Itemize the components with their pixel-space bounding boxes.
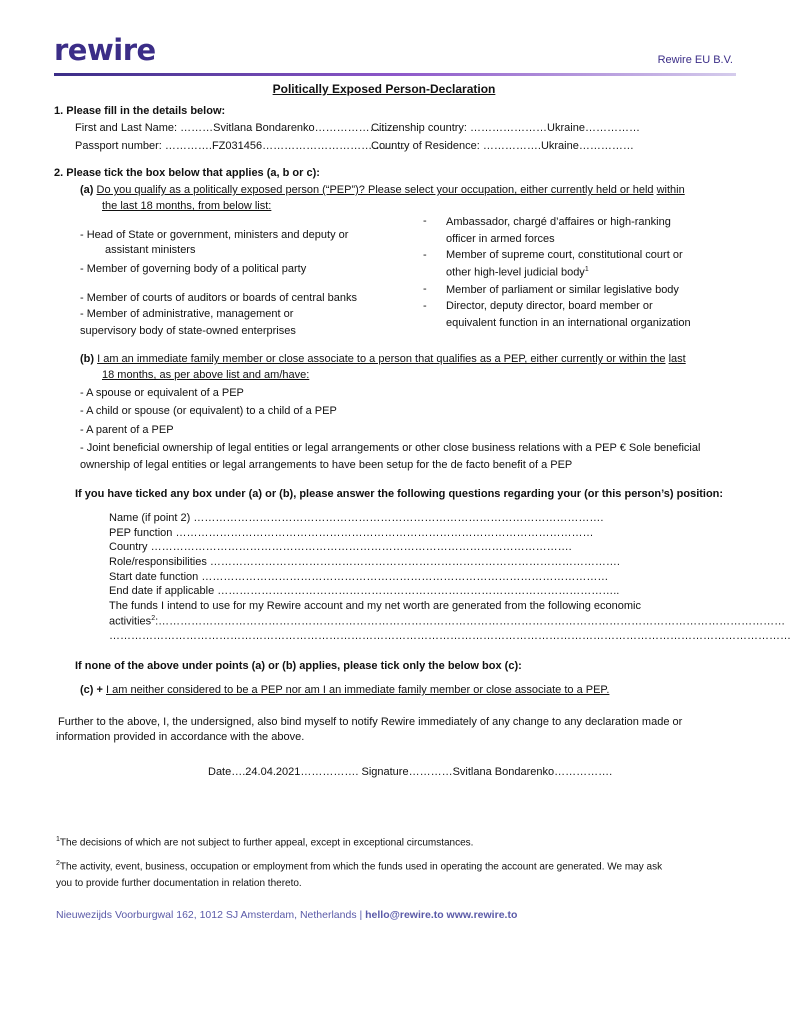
question-country-field[interactable]: Country ……………………………………………………………………………………………………. xyxy=(109,541,572,553)
question-pep-function-field[interactable]: PEP function …………………………………………………………………………………………………… xyxy=(109,527,594,539)
footnote-1: $^1$The decisions of which are not subject to further appeal, except in exceptional circumstances. xyxy=(56,836,474,849)
pep-item-courts-auditors: - Member of courts of auditors or boards of central banks xyxy=(80,292,357,304)
footnote-ref-1: 1 xyxy=(584,266,589,273)
bullet-dash: - xyxy=(423,283,427,295)
relation-joint-ownership-cont: ownership of legal entities or legal arrangements to have been setup for the de facto benefit of a PEP xyxy=(80,459,573,471)
binding-statement-line2: information provided in accordance with the above. xyxy=(56,731,305,743)
section2-heading: 2. Please tick the box below that applies (a, b or c): xyxy=(54,167,320,179)
citizenship-row xyxy=(371,122,640,134)
question-role-field[interactable]: Role/responsibilities …………………………………………………………………………………………………. xyxy=(109,556,620,568)
citizenship-label: Citizenship country: ………………… xyxy=(371,122,548,134)
activities-field: :……………………………………………………………………………………………………………………………………………………… xyxy=(155,615,786,628)
passport-row xyxy=(75,140,408,152)
pep-item-parliament: Member of parliament or similar legislative body xyxy=(446,284,679,296)
option-c-marker: (c) + xyxy=(80,684,103,696)
footnote-ref-2: 2 xyxy=(151,615,156,622)
pep-item-supreme-court-cont: other high-level judicial body$^1$ xyxy=(446,266,589,279)
address-text: Nieuwezijds Voorburgwal 162, 1012 SJ Amsterdam, Netherlands | xyxy=(56,909,366,921)
relation-parent: - A parent of a PEP xyxy=(80,424,174,436)
signature-label: Signature………… xyxy=(361,766,453,778)
date-field[interactable]: 24.04.2021 xyxy=(245,766,301,778)
pep-item-supreme-court: Member of supreme court, constitutional court or xyxy=(446,249,683,261)
rewire-logo: rewire xyxy=(54,33,156,67)
relation-joint-ownership: - Joint beneficial ownership of legal entities or legal arrangements or other close business relations with a PEP € Sole beneficial xyxy=(80,442,701,454)
pep-item-ambassador-cont: officer in armed forces xyxy=(446,233,555,245)
option-a-line1[interactable] xyxy=(80,184,685,196)
bullet-dash: - xyxy=(423,249,427,261)
option-b-marker: (b) xyxy=(80,353,95,365)
question-start-date-field[interactable]: Start date function ………………………………………………………………………………………………… xyxy=(109,571,609,583)
activities-label: activities xyxy=(109,615,152,628)
citizenship-field[interactable]: Ukraine xyxy=(547,122,585,134)
name-field[interactable]: Svitlana Bondarenko xyxy=(213,122,315,134)
company-name: Rewire EU B.V. xyxy=(657,54,733,66)
footer-address xyxy=(56,909,517,921)
binding-statement-line1: Further to the above, I, the undersigned, also bind myself to notify Rewire immediately of any change to any declaration made or xyxy=(58,716,683,728)
name-label: First and Last Name: ……… xyxy=(75,122,214,134)
activities-extra-line[interactable]: …………………………………………………………………………………………………………………………………………………………………… xyxy=(109,630,791,642)
document-title: Politically Exposed Person-Declaration xyxy=(272,82,496,96)
header-divider xyxy=(54,73,736,76)
residence-row xyxy=(371,140,634,152)
option-a-text-within: within xyxy=(656,184,685,196)
signature-row xyxy=(208,766,612,778)
pep-item-state-enterprises: - Member of administrative, management or xyxy=(80,308,294,320)
pep-item-state-enterprises-cont: supervisory body of state-owned enterprises xyxy=(80,325,296,337)
option-a-line2: the last 18 months, from below list: xyxy=(102,200,272,212)
option-b-line2: 18 months, as per above list and am/have: xyxy=(102,369,310,381)
date-tail: ……………. xyxy=(300,766,359,778)
pep-item-director: Director, deputy director, board member or xyxy=(446,300,653,312)
date-label: Date…. xyxy=(208,766,246,778)
funds-text: The funds I intend to use for my Rewire account and my net worth are generated from the following economic xyxy=(109,600,641,612)
name-row xyxy=(75,122,395,134)
option-c-heading: If none of the above under points (a) or (b) applies, please tick only the below box (c): xyxy=(75,660,522,672)
option-a-text: Do you qualify as a politically exposed person (“PEP”)? Please select your occupation, either currently held or held xyxy=(96,184,654,196)
residence-field[interactable]: Ukraine xyxy=(540,140,579,152)
residence-tail: …………… xyxy=(578,140,634,152)
question-end-date-field[interactable]: End date if applicable ……………………………………………………………………………………………….. xyxy=(109,585,620,597)
activities-row[interactable] xyxy=(109,615,786,628)
questions-heading: If you have ticked any box under (a) or (b), please answer the following questions regarding your (or this person’s) position: xyxy=(75,488,724,500)
option-b-text-last: last xyxy=(668,353,686,365)
passport-label: Passport number: …………. xyxy=(75,140,212,152)
signature-tail: ……………. xyxy=(554,766,613,778)
footnote-2-cont: you to provide further documentation in relation thereto. xyxy=(56,878,302,889)
bullet-dash: - xyxy=(423,215,427,227)
pep-item-ambassador: Ambassador, chargé d’affaires or high-ranking xyxy=(446,216,671,228)
pep-item-head-of-state: - Head of State or government, ministers and deputy or xyxy=(80,229,349,241)
residence-label: Country of Residence: ……………. xyxy=(371,140,541,152)
passport-tail: …………………………………. xyxy=(262,140,409,152)
passport-field[interactable]: FZ031456 xyxy=(211,140,263,152)
bullet-dash: - xyxy=(423,300,427,312)
pep-item-political-party: - Member of governing body of a political party xyxy=(80,263,307,275)
relation-spouse: - A spouse or equivalent of a PEP xyxy=(80,387,244,399)
option-b-line1[interactable] xyxy=(80,353,686,365)
option-c-line[interactable] xyxy=(80,684,609,696)
question-name-field[interactable]: Name (if point 2) …………………………………………………………………………………………………. xyxy=(109,512,604,524)
option-c-text: I am neither considered to be a PEP nor am I an immediate family member or close associate to a PEP. xyxy=(106,684,610,696)
contact-links[interactable]: hello@rewire.to www.rewire.to xyxy=(365,909,518,921)
option-b-text: I am an immediate family member or close associate to a person that qualifies as a PEP, either currently or within the xyxy=(97,353,666,365)
option-a-marker: (a) xyxy=(80,184,94,196)
signature-field[interactable]: Svitlana Bondarenko xyxy=(452,766,555,778)
citizenship-tail: …………… xyxy=(584,122,640,134)
section1-heading: 1. Please fill in the details below: xyxy=(54,105,226,117)
pep-item-director-cont: equivalent function in an international organization xyxy=(446,317,691,329)
footnote-2: $^2$The activity, event, business, occupation or employment from which the funds used in operating the account are generated. We may ask xyxy=(56,860,663,873)
name-tail: …………………. xyxy=(314,122,395,134)
pep-item-head-of-state-cont: assistant ministers xyxy=(105,244,196,256)
relation-child: - A child or spouse (or equivalent) to a child of a PEP xyxy=(80,405,337,417)
